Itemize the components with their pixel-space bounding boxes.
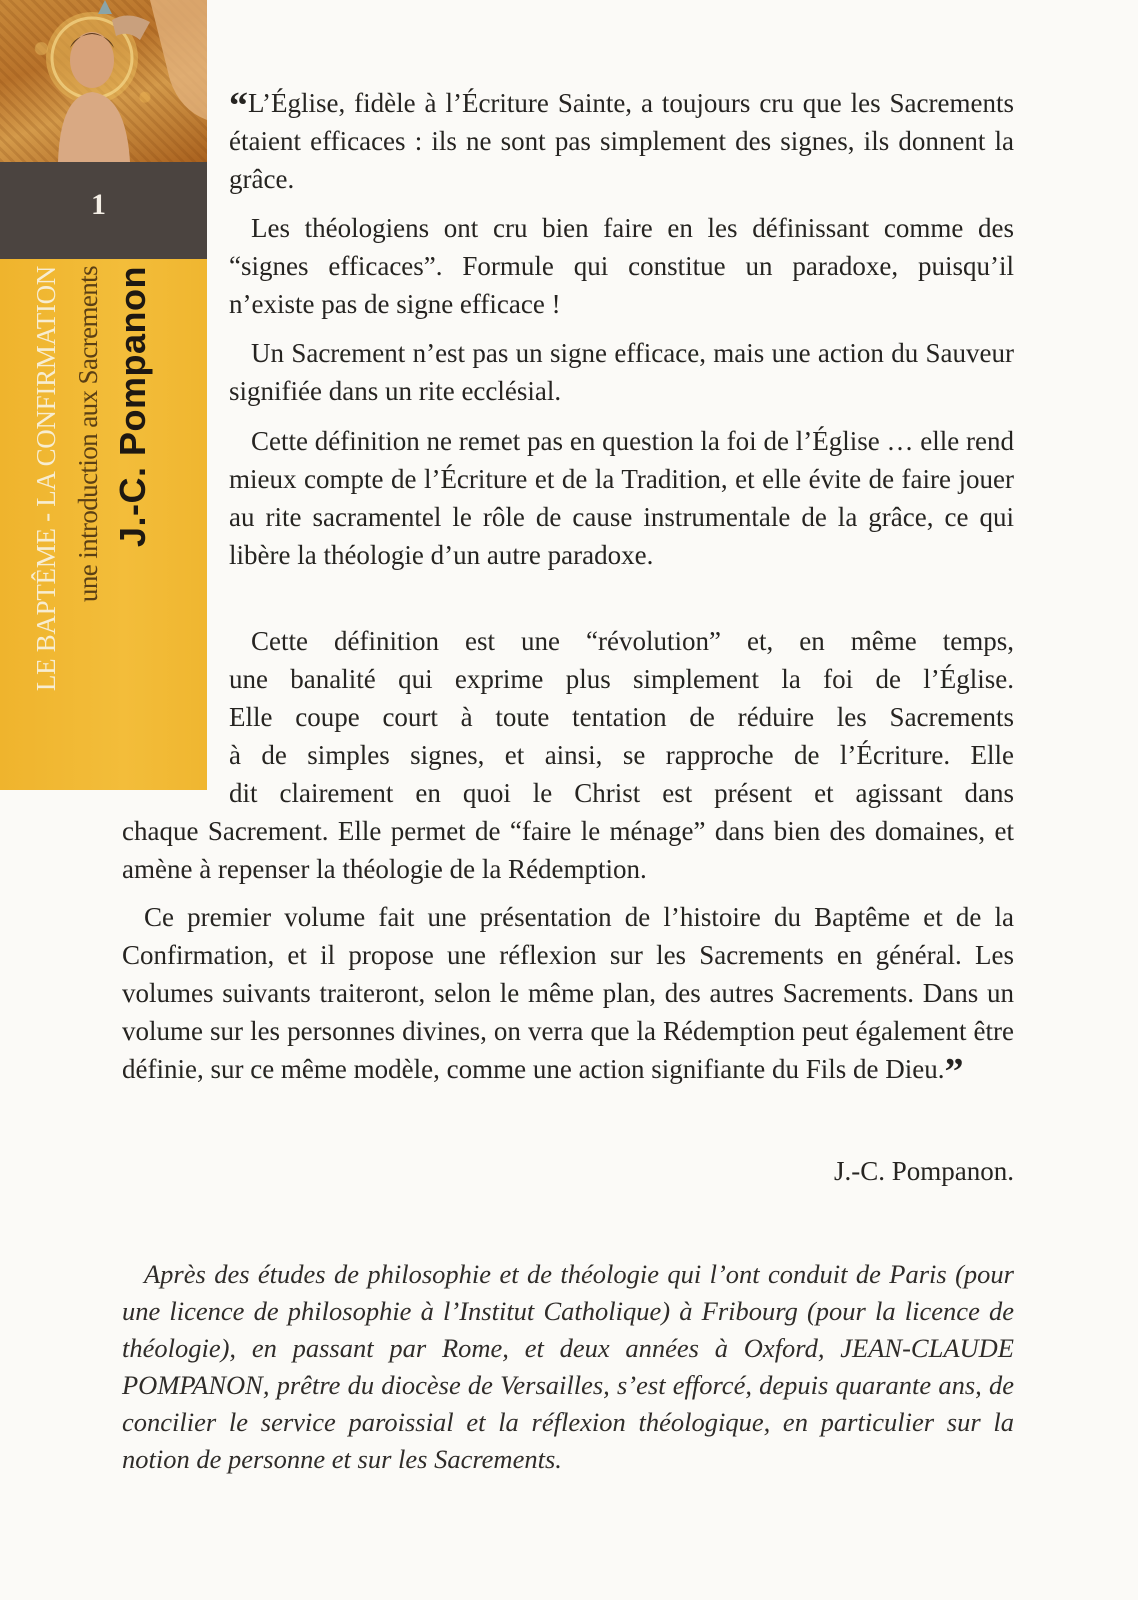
- quote-paragraph-6: Ce premier volume fait une présentation de l’histoire du Baptême et de la Confirmation, et il propose une réflexion sur les Sacrements en général. Les volumes suivants traiteront, selon le même plan, des autres Sacrements. Dans un volume sur les personnes divines, on verra que la Rédemption peut également être définie, sur ce même modèle, comme une action signifiante du Fils de Dieu.”: [122, 902, 1014, 1093]
- quote-paragraph-5-line-5: dit clairement en quoi le Christ est présent et agissant dans: [229, 778, 1014, 808]
- quote-paragraph-5-line-2: une banalité qui exprime plus simplement la foi de l’Église.: [229, 664, 1014, 694]
- mosaic-figure-illustration: [0, 0, 207, 162]
- quote-signature: J.-C. Pompanon.: [833, 1156, 1014, 1186]
- open-quote-mark: “: [229, 85, 248, 127]
- close-quote-mark: ”: [944, 1051, 964, 1093]
- quote-paragraph-5-line-1: Cette définition est une “révolution” et, en même temps,: [251, 626, 1014, 656]
- spine-subtitle: une introduction aux Sacrements: [73, 266, 103, 603]
- spine-author: J.-C. Pompanon: [112, 266, 153, 548]
- spine-title: LE BAPTÊME - LA CONFIRMATION: [31, 266, 61, 692]
- quote-paragraph-3: Un Sacrement n’est pas un signe efficace, mais une action du Sauveur signifiée dans un rite ecclésial.: [229, 338, 1014, 406]
- author-bio: Après des études de philosophie et de théologie qui l’ont conduit de Paris (pour une licence de philosophie à l’Institut Catholique) à Fribourg (pour la licence de théologie), en passant par Rome, et deux années à Oxford, JEAN-CLAUDE POMPANON, prêtre du diocèse de Versailles, s’est efforcé, depuis quarante ans, de concilier le service paroissial et la réflexion théologique, en particulier sur la notion de personne et sur les Sacrements.: [122, 1259, 1014, 1474]
- quote-paragraph-5-rest: chaque Sacrement. Elle permet de “faire le ménage” dans bien des domaines, et amène à repenser la théologie de la Rédemption.: [122, 816, 1014, 884]
- quote-paragraph-1: “L’Église, fidèle à l’Écriture Sainte, a toujours cru que les Sacrements étaient efficaces : ils ne sont pas simplement des signes, ils donnent la grâce.: [229, 85, 1014, 194]
- quote-paragraph-5-line-3: Elle coupe court à toute tentation de réduire les Sacrements: [229, 702, 1014, 732]
- volume-number: 1: [91, 188, 106, 221]
- quote-paragraph-2: Les théologiens ont cru bien faire en les définissant comme des “signes efficaces”. Formule qui constitue un paradoxe, puisqu’il n’existe pas de signe efficace !: [229, 213, 1014, 319]
- quote-paragraph-5-line-4: à de simples signes, et ainsi, se rapproche de l’Écriture. Elle: [229, 740, 1014, 770]
- volume-number-band: [0, 162, 207, 259]
- cover-mosaic-image: [0, 0, 207, 162]
- quote-paragraph-4: Cette définition ne remet pas en question la foi de l’Église … elle rend mieux compte de l’Écriture et de la Tradition, et elle évite de faire jouer au rite sacramentel le rôle de cause instrumentale de la grâce, ce qui libère la théologie d’un autre paradoxe.: [229, 426, 1014, 570]
